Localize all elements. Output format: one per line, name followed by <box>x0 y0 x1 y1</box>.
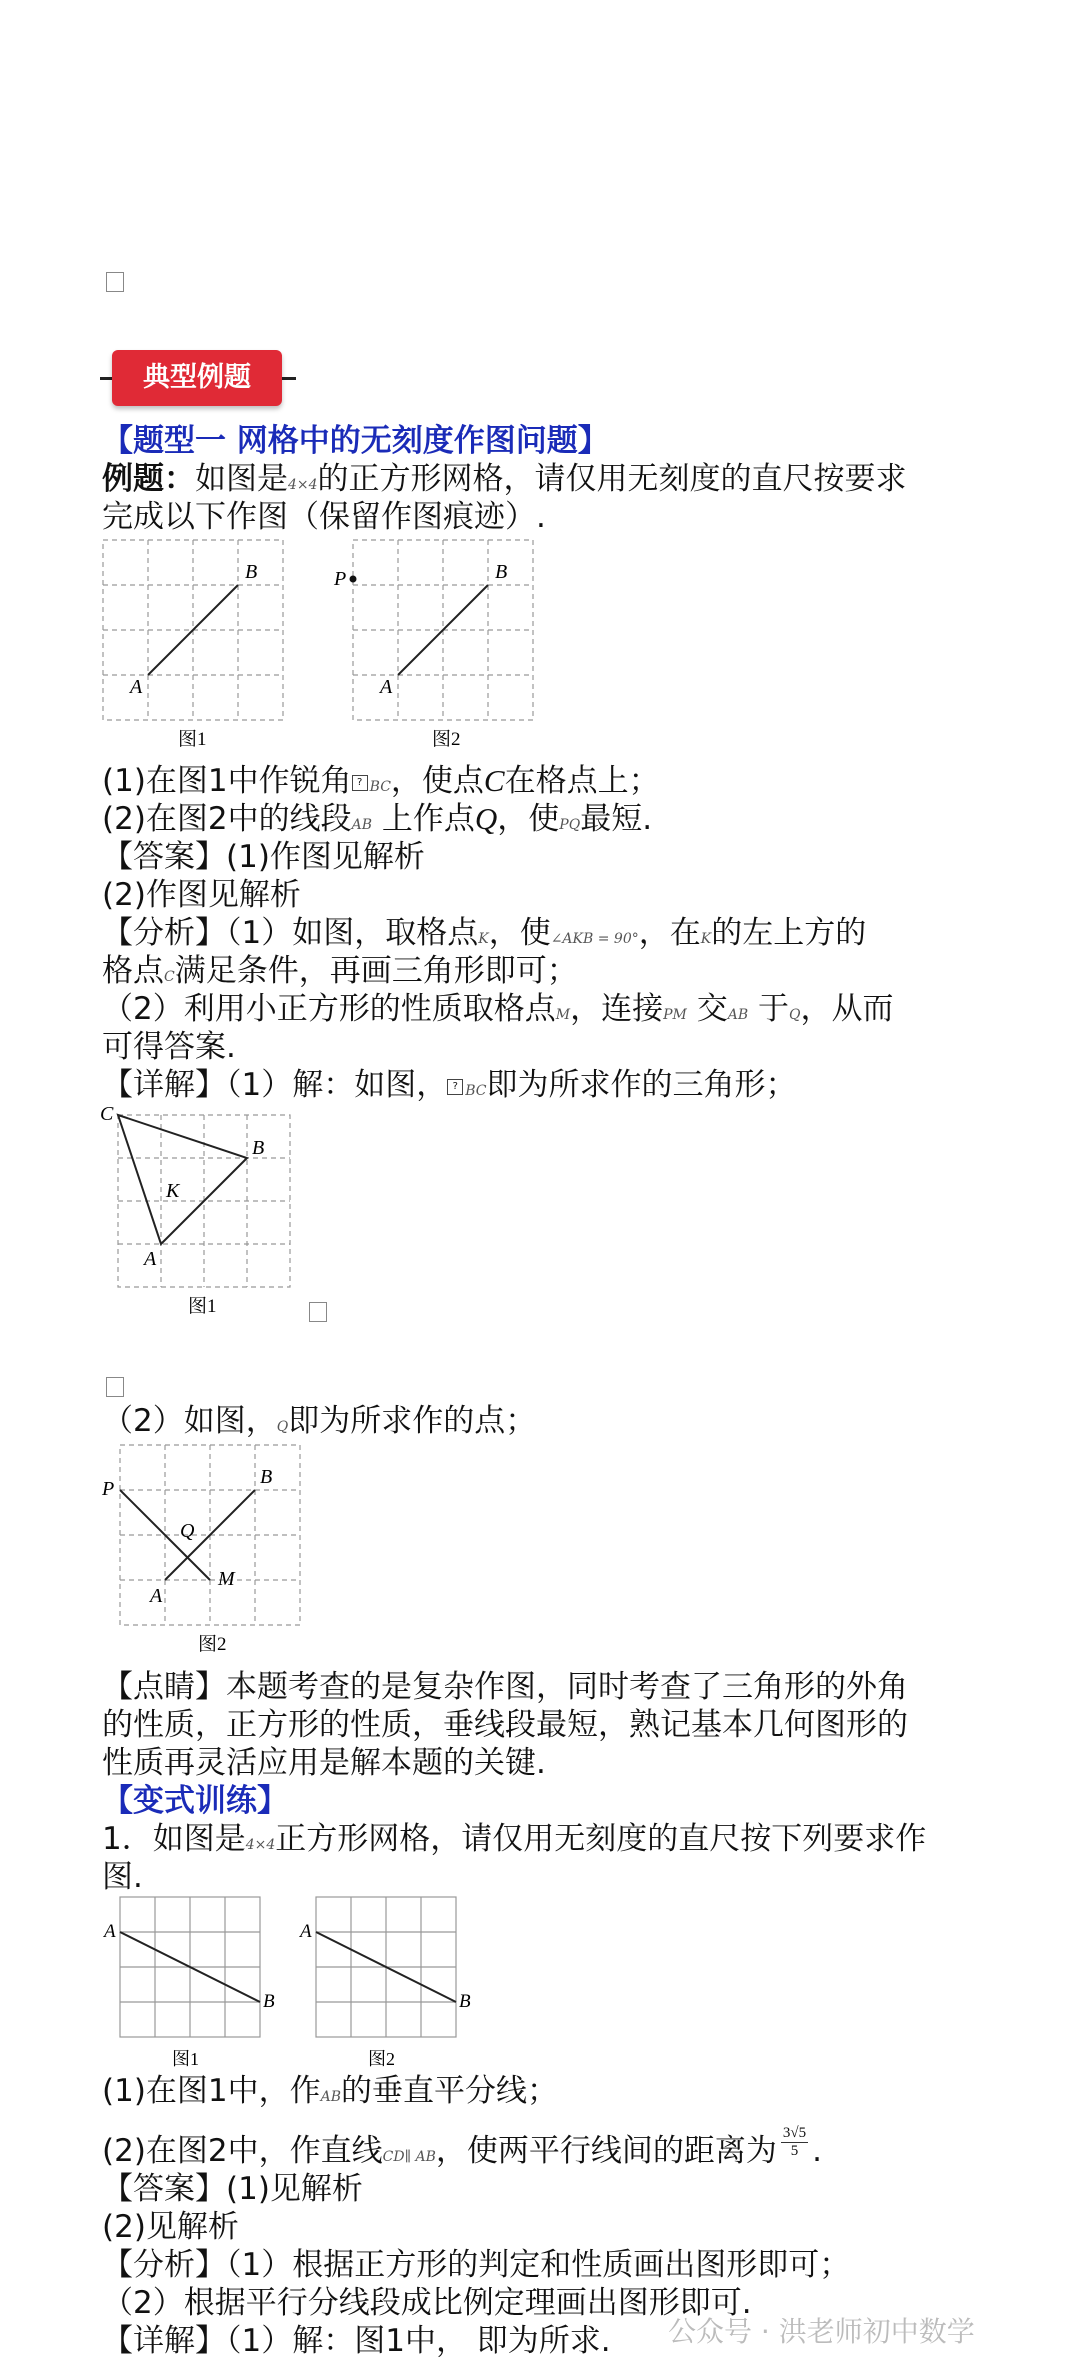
text: ，使 <box>488 915 551 951</box>
math-pm: PM <box>663 1007 687 1023</box>
answer2-line-1: 【答案】(1)见解析 <box>102 2171 363 2207</box>
point-p-label: P <box>334 568 347 590</box>
triangle-symbol: ? <box>352 775 368 791</box>
text: 如图是 <box>195 461 288 497</box>
exercise-figure-2 <box>296 1895 496 2075</box>
exercise-line-2: 图. <box>102 1859 143 1895</box>
placeholder-square <box>106 1377 124 1397</box>
point-p-dot <box>350 576 357 583</box>
point-a-label: A <box>130 676 143 698</box>
text: 【详解】（1）解：如图， <box>102 1067 448 1103</box>
point-a-label: A <box>380 676 393 698</box>
variant-heading: 【变式训练】 <box>102 1783 288 1819</box>
point-b-label: B <box>263 1991 275 2012</box>
point-b-label: B <box>459 1991 471 2012</box>
section-heading: 【题型一 网格中的无刻度作图问题】 <box>102 423 609 459</box>
text: (1)在图1中，作 <box>102 2073 321 2109</box>
math-q: Q <box>276 1419 289 1435</box>
comment-line-3: 性质再灵活应用是解本题的关键. <box>102 1745 546 1781</box>
example-line-2: 完成以下作图（保留作图痕迹）. <box>102 499 546 535</box>
point-c-label: C <box>100 1103 114 1125</box>
point-k-label: K <box>166 1180 180 1202</box>
placeholder-square <box>309 1302 327 1322</box>
fraction-denominator: 5 <box>790 2143 799 2159</box>
point-m-label: M <box>218 1568 235 1590</box>
grid-size: 4×4 <box>288 477 318 493</box>
example-figure-1 <box>100 535 290 750</box>
point-b-label: B <box>260 1466 273 1488</box>
figure-caption: 图1 <box>178 729 207 750</box>
figure-caption: 图1 <box>188 1296 217 1317</box>
example-figure-2 <box>330 535 550 750</box>
detail3-line-1: 【详解】（1）解：图1中， 即为所求. <box>102 2323 611 2359</box>
answer-line-2: (2)作图见解析 <box>102 877 301 913</box>
text: 于 <box>748 991 789 1027</box>
placeholder-square <box>106 272 124 292</box>
math-ab: AB <box>351 817 373 833</box>
text: ，使点 <box>390 763 484 799</box>
math-k: K <box>478 931 489 947</box>
math-cd-parallel-ab: CD∥ AB <box>382 2149 436 2165</box>
math-m: M <box>555 1007 571 1023</box>
text: 1．如图是 <box>102 1821 246 1857</box>
text: ，使两平行线间的距离为 <box>435 2133 777 2169</box>
text: 在格点上； <box>504 763 660 799</box>
text: (2)在图2中的线段 <box>102 801 352 837</box>
figure-caption: 图2 <box>368 2049 395 2069</box>
exercise-line-1 <box>102 1820 926 1864</box>
text: ，从而 <box>800 991 894 1027</box>
math-k: K <box>700 931 712 947</box>
exercise-figure-1 <box>100 1895 300 2075</box>
analysis-line-4: 可得答案. <box>102 1029 236 1065</box>
triangle-symbol: ? <box>447 1079 463 1095</box>
math-bc: BC <box>369 779 391 795</box>
solution-figure-1 <box>100 1100 310 1325</box>
text: ，在 <box>638 915 701 951</box>
math-ab: AB <box>320 2089 342 2105</box>
text: 的垂直平分线； <box>341 2073 559 2109</box>
text: 正方形网格，请仅用无刻度的直尺按下列要求作 <box>275 1821 927 1857</box>
text: （2）利用小正方形的性质取格点 <box>102 991 556 1027</box>
figure-caption: 图2 <box>432 729 461 750</box>
math-c: C <box>164 969 175 985</box>
point-b-label: B <box>252 1137 265 1159</box>
fraction-numerator: 3√5 <box>782 2125 807 2141</box>
text: (1)在图1中作锐角 <box>102 763 352 799</box>
point-a-label: A <box>104 1921 116 1942</box>
text: 满足条件，再画三角形即可； <box>174 953 578 989</box>
text: 即为所求作的三角形； <box>486 1067 797 1103</box>
answer2-line-2: (2)见解析 <box>102 2209 239 2245</box>
comment-line-1: 【点睛】本题考查的是复杂作图，同时考查了三角形的外角 <box>102 1669 908 1705</box>
text: 的正方形网格，请仅用无刻度的直尺按要求 <box>317 461 907 497</box>
exercise-question-1 <box>102 2072 558 2116</box>
text: 的左上方的 <box>711 915 867 951</box>
point-a-label: A <box>144 1248 157 1270</box>
analysis2-line-2: （2）根据平行分线段成比例定理画出图形即可. <box>102 2285 752 2321</box>
text: (2)在图2中，作直线 <box>102 2133 383 2169</box>
figure-caption: 图2 <box>198 1634 227 1655</box>
math-ab: AB <box>727 1007 749 1023</box>
watermark: 公众号 · 洪老师初中数学 <box>668 2315 975 2348</box>
point-b-label: B <box>495 561 508 583</box>
math-angle: ∠AKB = 90° <box>550 931 639 947</box>
solution-figure-2 <box>100 1440 310 1665</box>
math-c: C <box>483 763 505 798</box>
analysis2-line-1: 【分析】（1）根据正方形的判定和性质画出图形即可； <box>102 2247 851 2283</box>
point-a-label: A <box>300 1921 312 1942</box>
text: 最短. <box>580 801 653 837</box>
math-q: Q <box>474 801 498 836</box>
answer-line-1: 【答案】(1)作图见解析 <box>102 839 425 875</box>
math-q: Q <box>788 1007 801 1023</box>
fraction <box>781 2125 808 2160</box>
math-bc: BC <box>465 1083 487 1099</box>
text: 上作点 <box>372 801 475 837</box>
figure-caption: 图1 <box>172 2049 199 2069</box>
text: 即为所求作的点； <box>288 1403 537 1439</box>
point-q-label: Q <box>180 1520 195 1542</box>
text: ，连接 <box>570 991 664 1027</box>
math-pq: PQ <box>559 817 581 833</box>
text: . <box>812 2133 822 2169</box>
comment-line-2: 的性质，正方形的性质，垂线段最短，熟记基本几何图形的 <box>102 1707 908 1743</box>
text: 交 <box>686 991 728 1027</box>
point-a-label: A <box>150 1585 163 1607</box>
text: （2）如图， <box>102 1403 277 1439</box>
text: 【分析】（1）如图，取格点 <box>102 915 479 951</box>
text: ，使 <box>497 801 560 837</box>
text: 格点 <box>102 953 164 989</box>
point-b-label: B <box>245 561 258 583</box>
point-p-label: P <box>102 1478 115 1500</box>
grid-size: 4×4 <box>245 1837 276 1853</box>
section-badge: 典型例题 <box>112 350 282 406</box>
example-label: 例题： <box>102 461 195 497</box>
